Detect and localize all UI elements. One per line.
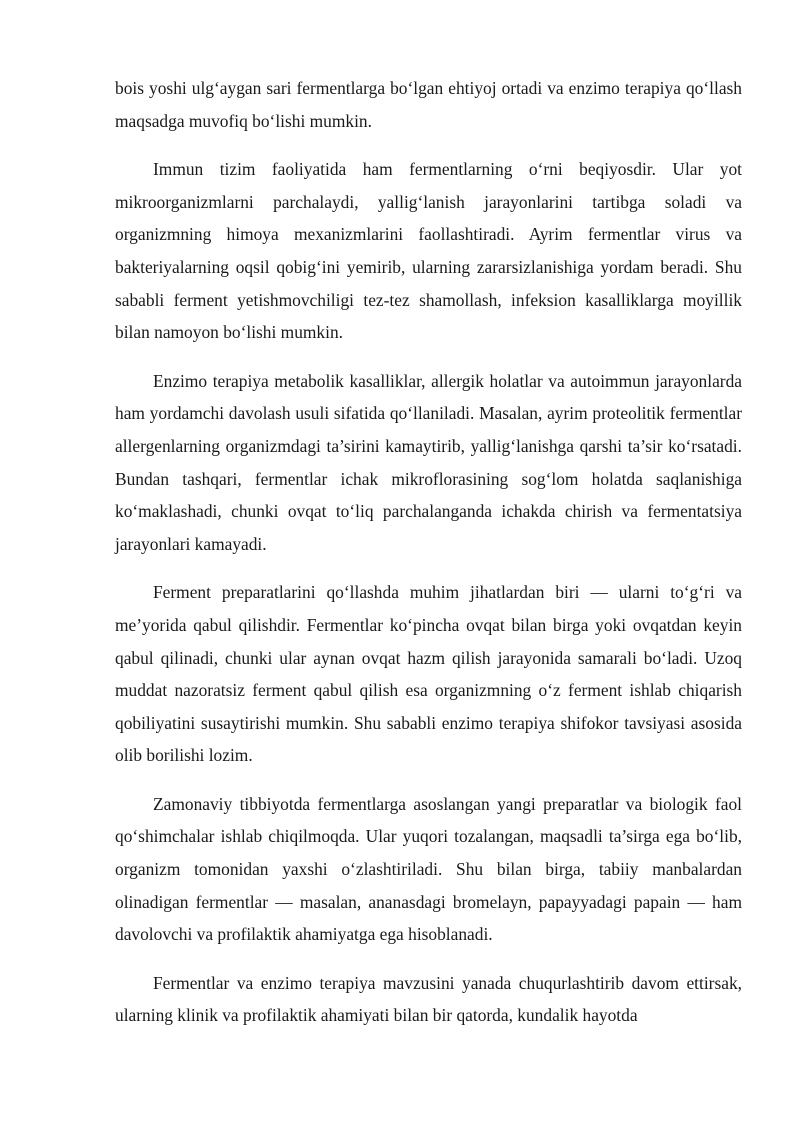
document-body — [115, 72, 742, 1048]
paragraph-continued: bois yoshi ulg‘aygan sari fermentlarga bo‘lgan ehtiyoj ortadi va enzimo terapiya qo‘llash maqsadga muvofiq bo‘lishi mumkin. — [115, 78, 742, 131]
paragraph-modern-medicine: Zamonaviy tibbiyotda fermentlarga asoslangan yangi preparatlar va biologik faol qo‘shimchalar ishlab chiqilmoqda. Ular yuqori tozalangan, maqsadli ta’sirga ega bo‘lib, organizm tomonidan yaxshi o‘zlashtiriladi. Shu bilan birga, tabiiy manbalardan olinadigan fermentlar — masalan, ananasdagi bromelayn, papayyadagi papain — ham davolovchi va profilaktik ahamiyatga ega hisoblanadi. — [115, 793, 742, 945]
paragraph-enzyme-therapy-uses: Enzimo terapiya metabolik kasalliklar, allergik holatlar va autoimmun jarayonlarda ham yordamchi davolash usuli sifatida qo‘llaniladi. Masalan, ayrim proteolitik fermentlar allergenlarning organizmdagi ta’sirini kamaytirib, yallig‘lanishga qarshi ta’sir ko‘rsatadi. Bundan tashqari, fermentlar ichak mikroflorasining sog‘lom holatda saqlanishiga ko‘maklashadi, chunki ovqat to‘liq parchalanganda ichakda chirish va fermentatsiya jarayonlari kamayadi. — [115, 370, 742, 554]
paragraph-conclusion-start: Fermentlar va enzimo terapiya mavzusini yanada chuqurlashtirib davom ettirsak, ularning klinik va profilaktik ahamiyati bilan bir qatorda, kundalik hayotda — [115, 972, 742, 1026]
paragraph-dosage: Ferment preparatlarini qo‘llashda muhim jihatlardan biri — ularni to‘g‘ri va me’yorida qabul qilishdir. Fermentlar ko‘pincha ovqat bilan birga yoki ovqatdan keyin qabul qilinadi, chunki ular aynan ovqat hazm qilish jarayonida samarali bo‘ladi. Uzoq muddat nazoratsiz ferment qabul qilish esa organizmning o‘z ferment ishlab chiqarish qobiliyatini susaytirishi mumkin. Shu sababli enzimo terapiya shifokor tavsiyasi asosida olib borilishi lozim. — [115, 582, 742, 766]
paragraph-immune-system: Immun tizim faoliyatida ham fermentlarning o‘rni beqiyosdir. Ular yot mikroorganizmlarni parchalaydi, yallig‘lanish jarayonlarini tartibga soladi va organizmning himoya mexanizmlarini faollashtiradi. Ayrim fermentlar virus va bakteriyalarning oqsil qobig‘ini yemirib, ularning zararsizlanishiga yordam beradi. Shu sababli ferment yetishmovchiligi tez-tez shamollash, infeksion kasalliklarga moyillik bilan namoyon bo‘lishi mumkin. — [115, 159, 742, 343]
